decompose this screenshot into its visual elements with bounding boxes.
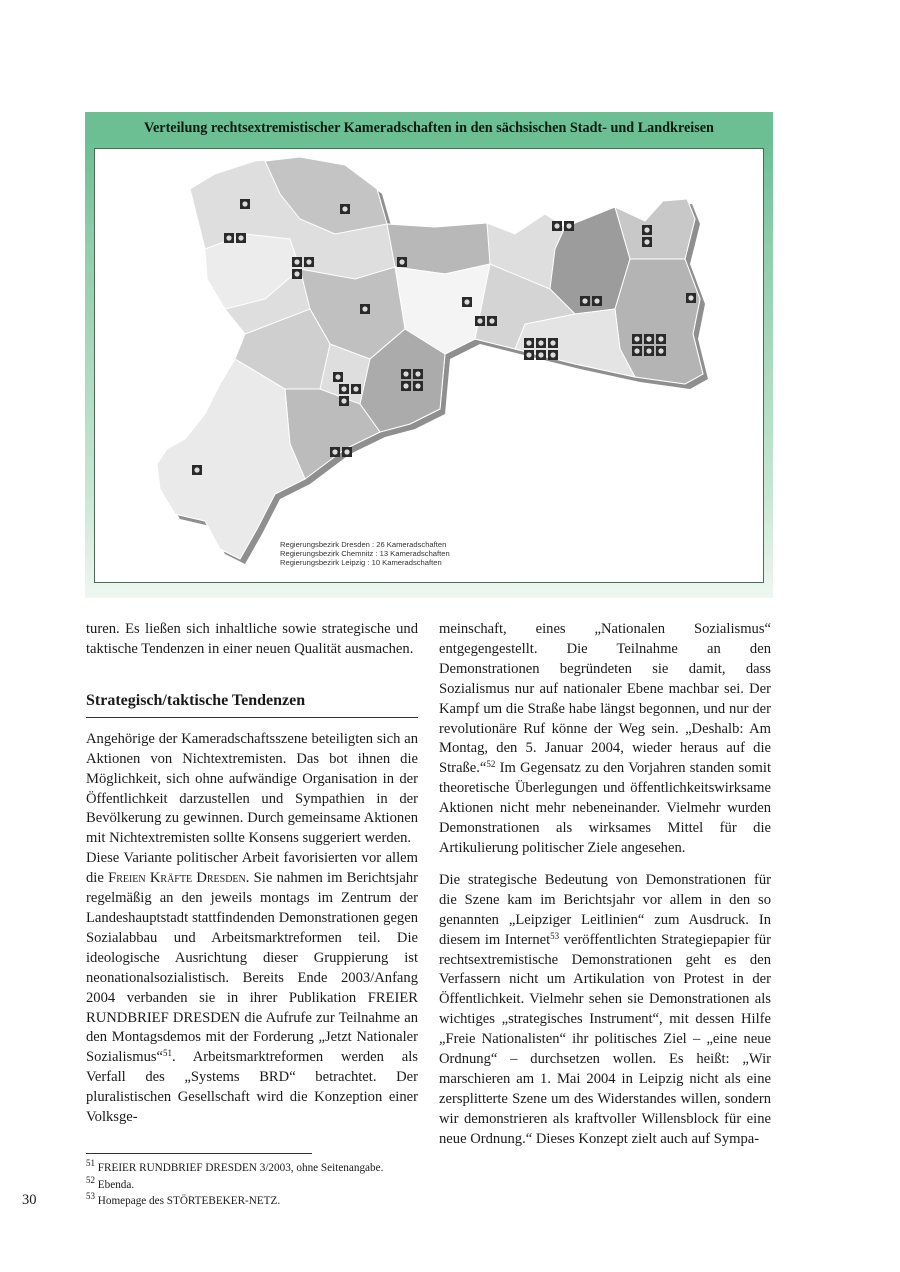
left-column bbox=[86, 620, 418, 1128]
paragraph bbox=[439, 871, 771, 1150]
paragraph bbox=[439, 620, 771, 859]
footnote-ref: 51 bbox=[163, 1048, 173, 1059]
footnote-divider bbox=[86, 1153, 312, 1154]
text-run: meinschaft, eines „Nationalen Sozialismus“ entgegengestellt. Die Teilnahme an den Demonstrationen begründeten sie damit, dass Sozialismus nur auf nationaler Ebene machbar sei. Der Kampf um die Straße habe längst begonnen, und nur der revolutionäre Ruf könne der Weg sein. „Deshalb: Am Montag, den 5. Januar 2004, wieder heraus auf die Straße.“ bbox=[439, 621, 771, 777]
footnote-number: 52 bbox=[86, 1174, 95, 1185]
text-run: Diese Variante politischer Arbeit favorisierten vor allem die bbox=[86, 850, 418, 887]
saxony-map bbox=[95, 149, 763, 582]
paragraph: turen. Es ließen sich inhaltliche sowie strategische und taktische Tendenzen in einer neuen Qualität ausmachen. bbox=[86, 621, 418, 657]
paragraph-gap bbox=[439, 859, 771, 871]
text-run: Im Gegensatz zu den Vorjahren standen somit theoretische Überlegungen und öffentlichkeitswirksame Aktionen nicht mehr nebeneinander. Vielmehr wurden Demonstrationen als wirksames Mittel für die Artikulierung politischer Ziele angesehen. bbox=[439, 760, 771, 856]
text-run: veröffentlichten Strategiepapier für rechtsextremistische Demonstrationen geht es den Verfassern nicht um Artikulation von Protest in der Öffentlichkeit. Vielmehr sehen sie Demonstrationen als wichtiges „strategisches Instrument“, mit dessen Hilfe „Freie Nationalisten“ ihr politisches Ziel – „eine neue Ordnung“ – durchsetzen wollen. Es heißt: „Wir marschieren am 1. Mai 2004 in Leipzig nicht als eine zersplitterte Szene um des Widerstandes willen, sondern wir demonstrieren als kraftvoller Willensblock für eine neue Ordnung.“ Dieses Konzept zielt auch auf Sympa- bbox=[439, 931, 771, 1147]
footnote-number: 51 bbox=[86, 1158, 95, 1168]
footnote-ref: 52 bbox=[486, 759, 496, 770]
paragraph bbox=[86, 849, 418, 1128]
map-figure bbox=[85, 112, 773, 598]
footnote bbox=[86, 1160, 383, 1177]
legend-chemnitz: Regierungsbezirk Chemnitz : 13 Kameradschaften bbox=[280, 549, 450, 558]
footnote bbox=[86, 1193, 383, 1210]
footnotes bbox=[86, 1160, 383, 1210]
figure-title: Verteilung rechtsextremistischer Kameradschaften in den sächsischen Stadt- und Landkreisen bbox=[144, 120, 714, 136]
right-column bbox=[439, 620, 771, 1150]
organisation-name: Freien Kräfte Dresden bbox=[108, 870, 246, 887]
text-run: . Sie nahmen im Berichtsjahr regelmäßig an den jeweils montags im Zentrum der Landeshauptstadt stattfindenden Demonstrationen gegen Sozialabbau und Arbeitsmarktreformen teil. Die ideologische Ausrichtung dieser Gruppierung ist neonationalsozialistisch. Bereits Ende 2003/Anfang 2004 verbanden sie in ihrer Publikation FREIER RUNDBRIEF DRESDEN die Aufrufe zur Teilnahme an den Montagsdemos mit der Forderung „Jetzt Nationaler Sozialismus“ bbox=[86, 870, 418, 1066]
footnote-text: Ebenda. bbox=[95, 1178, 135, 1191]
map-frame bbox=[94, 148, 764, 583]
section-heading: Strategisch/taktische Tendenzen bbox=[86, 691, 418, 718]
page-number: 30 bbox=[22, 1192, 37, 1208]
footnote-number: 53 bbox=[86, 1191, 95, 1201]
footnote-text: FREIER RUNDBRIEF DRESDEN 3/2003, ohne Seitenangabe. bbox=[95, 1162, 384, 1174]
footnote-text: Homepage des STÖRTEBEKER-NETZ. bbox=[95, 1195, 281, 1207]
legend-dresden: Regierungsbezirk Dresden : 26 Kameradschaften bbox=[280, 540, 447, 549]
footnote bbox=[86, 1174, 383, 1194]
map-legend bbox=[280, 540, 450, 567]
footnote-ref: 53 bbox=[550, 930, 560, 941]
text-run: . Arbeitsmarktreformen werden als Verfall des „Systems BRD“ betrachtet. Der pluralistischen Gesellschaft wird die Konzeption einer Volksge- bbox=[86, 1049, 418, 1126]
legend-leipzig: Regierungsbezirk Leipzig : 10 Kameradschaften bbox=[280, 558, 442, 567]
paragraph: Angehörige der Kameradschaftsszene beteiligten sich an Aktionen von Nichtextremisten. Das bot ihnen die Möglichkeit, sich ohne aufwändige Organisation in der Öffentlichkeit darzustellen und Sympathien in der Bevölkerung zu gewinnen. Durch gemeinsame Aktionen mit Nichtextremisten sollte Konsens suggeriert werden. bbox=[86, 730, 418, 847]
text-run: Die strategische Bedeutung von Demonstrationen für die Szene kam im Berichtsjahr vor allem in den so genannten „Leipziger Leitlinien“ zum Ausdruck. In diesem im Internet bbox=[439, 871, 771, 948]
